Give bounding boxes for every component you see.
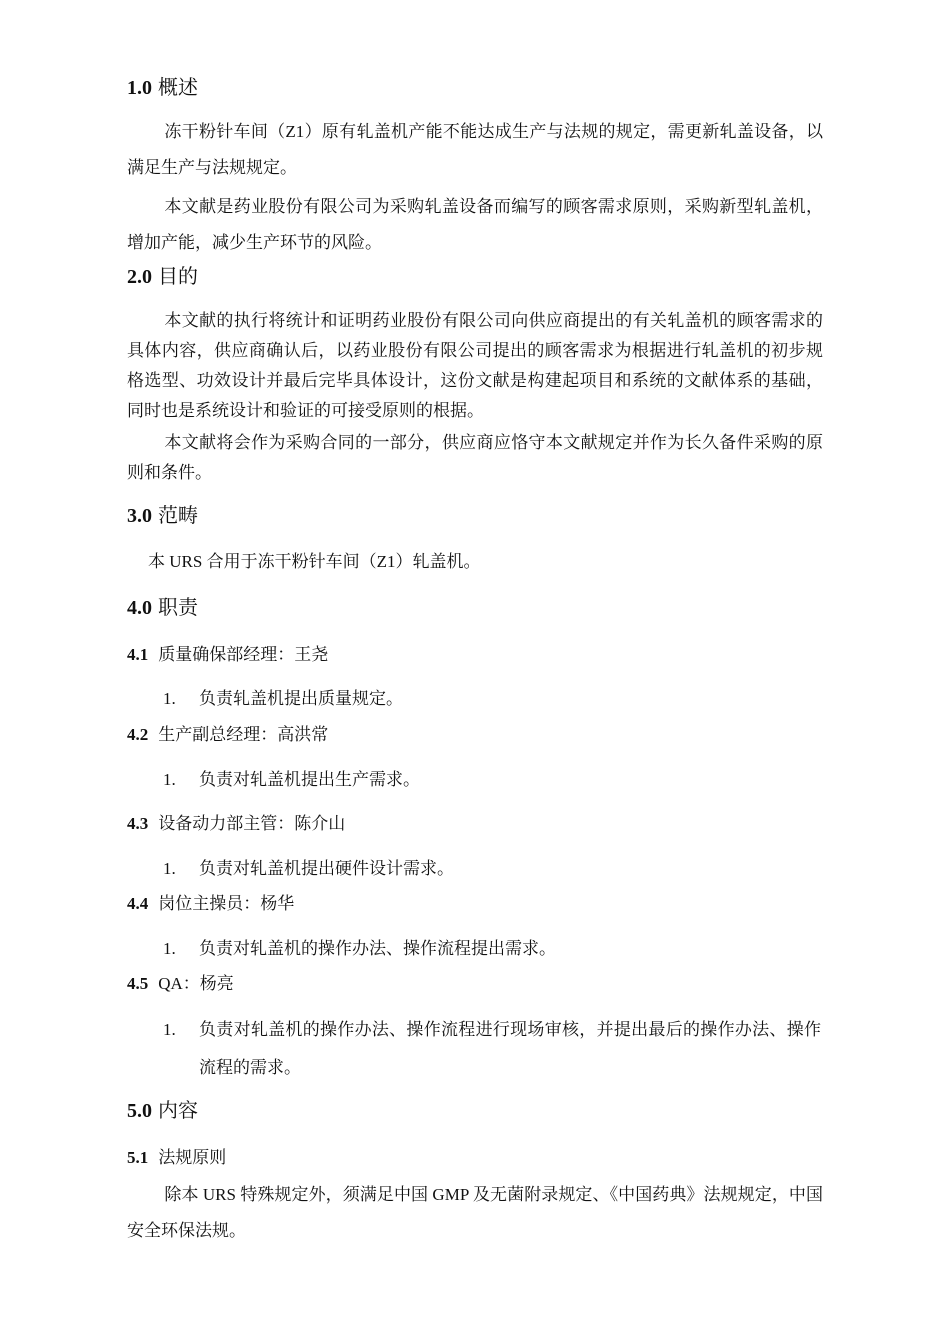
section-title: 职责 <box>158 597 198 619</box>
section-heading-3 <box>127 502 198 530</box>
subsection-title: 设备动力部主管：陈介山 <box>158 814 346 833</box>
section-heading-1 <box>127 74 198 102</box>
paragraph: 冻干粉针车间（Z1）原有轧盖机产能不能达成生产与法规的规定，需更新轧盖设备，以满足生产与法规规定。 <box>127 122 823 177</box>
section-number: 3.0 <box>127 505 152 527</box>
list-item <box>163 687 403 711</box>
list-number: 1. <box>163 859 176 878</box>
subsection-number: 5.1 <box>127 1148 149 1167</box>
section-number: 1.0 <box>127 77 152 99</box>
paragraph: 本 URS 合用于冻干粉针车间（Z1）轧盖机。 <box>148 552 481 571</box>
list-number: 1. <box>163 689 176 708</box>
section-number: 2.0 <box>127 266 152 288</box>
section-heading-4 <box>127 594 198 622</box>
subsection-title: 生产副总经理：高洪常 <box>158 725 329 744</box>
list-text: 负责对轧盖机的操作办法、操作流程进行现场审核，并提出最后的操作办法、操作流程的需求。 <box>199 1020 821 1077</box>
section-title: 内容 <box>158 1100 198 1122</box>
list-number: 1. <box>163 939 176 958</box>
list-item <box>163 768 420 792</box>
subsection-number: 4.3 <box>127 814 149 833</box>
paragraph: 本文献是药业股份有限公司为采购轧盖设备而编写的顾客需求原则，采购新型轧盖机，增加产能，减少生产环节的风险。 <box>127 197 823 252</box>
section-heading-2 <box>127 263 198 291</box>
subsection-number: 4.5 <box>127 974 149 993</box>
section-title: 目的 <box>158 266 198 288</box>
paragraph: 除本 URS 特殊规定外，须满足中国 GMP 及无菌附录规定、《中国药典》法规规定，中国安全环保法规。 <box>127 1185 823 1240</box>
subsection-number: 4.1 <box>127 645 149 664</box>
section-title: 范畴 <box>158 505 198 527</box>
subsection-heading <box>127 643 328 667</box>
subsection-title: 法规原则 <box>158 1148 227 1167</box>
subsection-title: 岗位主操员：杨华 <box>158 894 295 913</box>
list-text: 负责对轧盖机的操作办法、操作流程提出需求。 <box>199 939 556 958</box>
paragraph: 本文献的执行将统计和证明药业股份有限公司向供应商提出的有关轧盖机的顾客需求的具体内容，供应商确认后，以药业股份有限公司提出的顾客需求为根据进行轧盖机的初步规格选型、功效设计并最后完毕具体设计，这份文献是构建起项目和系统的文献体系的基础，同时也是系统设计和验证的可接受原则的根据。 <box>127 311 823 420</box>
subsection-heading <box>127 1146 226 1170</box>
subsection-heading <box>127 972 234 996</box>
subsection-heading <box>127 892 294 916</box>
subsection-number: 4.4 <box>127 894 149 913</box>
list-text: 负责对轧盖机提出硬件设计需求。 <box>199 859 454 878</box>
list-number: 1. <box>163 1020 176 1039</box>
list-item <box>163 1011 823 1087</box>
list-text: 负责轧盖机提出质量规定。 <box>199 689 403 708</box>
list-item <box>163 937 556 961</box>
subsection-heading <box>127 723 328 747</box>
section-number: 5.0 <box>127 1100 152 1122</box>
paragraph: 本文献将会作为采购合同的一部分，供应商应恪守本文献规定并作为长久备件采购的原则和条件。 <box>127 433 823 482</box>
subsection-title: QA：杨亮 <box>158 974 234 993</box>
subsection-title: 质量确保部经理：王尧 <box>158 645 329 664</box>
list-text: 负责对轧盖机提出生产需求。 <box>199 770 420 789</box>
section-heading-5 <box>127 1097 198 1125</box>
subsection-heading <box>127 812 345 836</box>
list-item <box>163 857 454 881</box>
section-title: 概述 <box>158 77 198 99</box>
section-number: 4.0 <box>127 597 152 619</box>
subsection-number: 4.2 <box>127 725 149 744</box>
list-number: 1. <box>163 770 176 789</box>
